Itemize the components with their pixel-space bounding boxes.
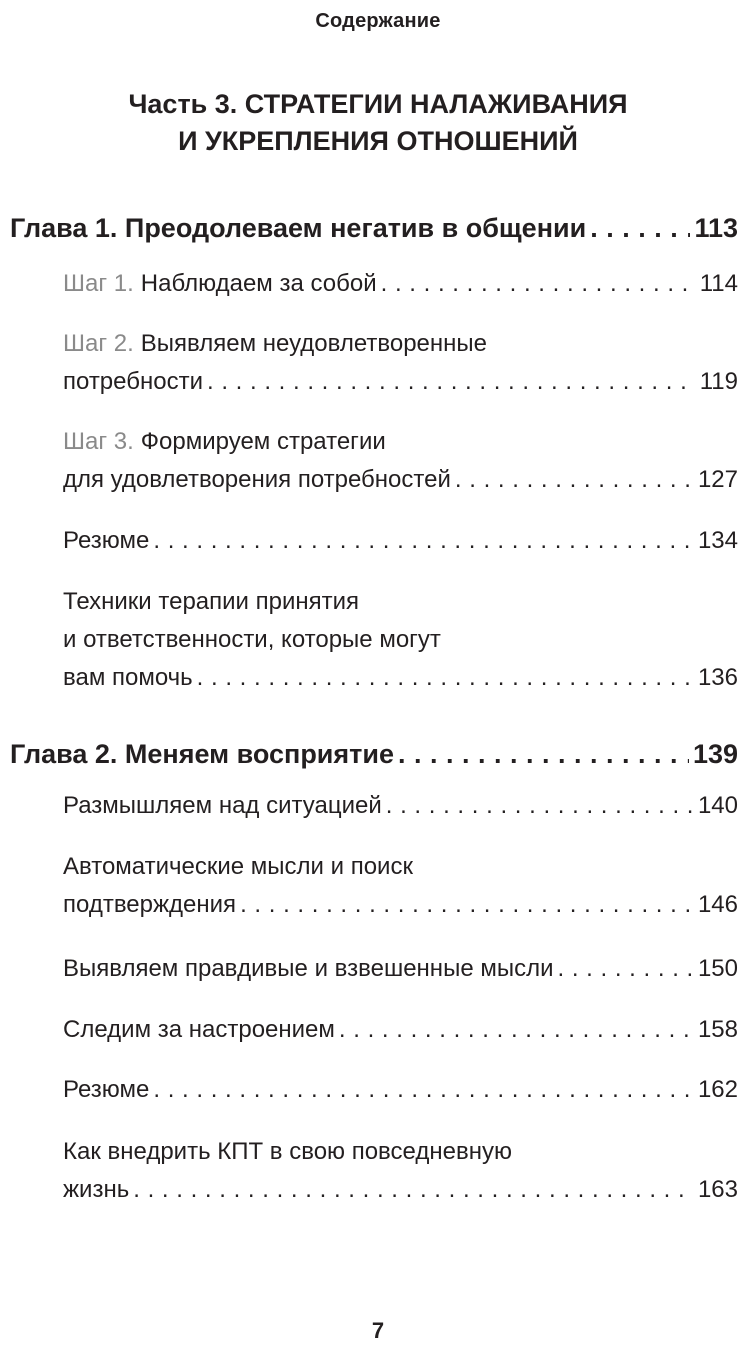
page-number: 162 bbox=[697, 1076, 738, 1103]
dot-leader bbox=[386, 787, 694, 825]
item-title: Выявляем неудовлетворенные bbox=[140, 330, 488, 357]
chapter-2-entry[interactable] bbox=[10, 736, 738, 772]
running-head: Содержание bbox=[315, 10, 441, 32]
step-prefix: Шаг 1. bbox=[63, 270, 134, 297]
toc-item[interactable] bbox=[63, 265, 738, 303]
dot-leader bbox=[133, 1171, 694, 1209]
toc-item[interactable] bbox=[63, 522, 738, 560]
toc-item[interactable] bbox=[63, 325, 738, 401]
page-number: 139 bbox=[692, 739, 738, 769]
page-number: 127 bbox=[697, 466, 738, 493]
toc-item[interactable] bbox=[63, 1011, 738, 1049]
item-title: Выявляем правдивые и взвешенные мысли bbox=[63, 955, 554, 982]
dot-leader bbox=[153, 522, 694, 560]
dot-leader bbox=[398, 736, 689, 772]
item-title: вам помочь bbox=[63, 664, 193, 691]
item-title: Техники терапии принятия bbox=[63, 588, 360, 615]
page-number: 134 bbox=[697, 527, 738, 554]
dot-leader bbox=[558, 950, 694, 988]
chapter-title: Глава 2. Меняем восприятие bbox=[10, 739, 394, 769]
part-title-line: Часть 3. СТРАТЕГИИ НАЛАЖИВАНИЯ bbox=[128, 89, 628, 119]
item-title: для удовлетворения потребностей bbox=[63, 466, 451, 493]
item-title: и ответственности, которые могут bbox=[63, 626, 441, 653]
part-title-line: И УКРЕПЛЕНИЯ ОТНОШЕНИЙ bbox=[178, 126, 578, 156]
page-number: 119 bbox=[699, 368, 738, 395]
toc-item[interactable] bbox=[63, 787, 738, 825]
toc-item[interactable] bbox=[63, 950, 738, 988]
dot-leader bbox=[197, 659, 694, 697]
page-number: 136 bbox=[697, 664, 738, 691]
item-title: Автоматические мысли и поиск bbox=[63, 853, 413, 880]
page-number: 114 bbox=[699, 270, 738, 297]
dot-leader bbox=[590, 210, 690, 246]
dot-leader bbox=[153, 1071, 694, 1109]
chapter-1-entry[interactable] bbox=[10, 210, 738, 246]
item-title: Размышляем над ситуацией bbox=[63, 792, 382, 819]
page-number: 113 bbox=[694, 213, 738, 243]
dot-leader bbox=[240, 886, 694, 924]
item-title: Наблюдаем за собой bbox=[140, 270, 377, 297]
item-title: Как внедрить КПТ в свою повседневную bbox=[63, 1138, 512, 1165]
toc-item[interactable] bbox=[63, 583, 738, 697]
page-number: 146 bbox=[697, 891, 738, 918]
part-title bbox=[0, 86, 756, 160]
toc-item[interactable] bbox=[63, 1133, 738, 1209]
item-title: Следим за настроением bbox=[63, 1016, 335, 1043]
page-folio: 7 bbox=[371, 1318, 385, 1343]
item-title: Резюме bbox=[63, 1076, 150, 1103]
step-prefix: Шаг 2. bbox=[63, 330, 134, 357]
page-number: 150 bbox=[697, 955, 738, 982]
item-title: Резюме bbox=[63, 527, 150, 554]
dot-leader bbox=[455, 461, 694, 499]
dot-leader bbox=[339, 1011, 694, 1049]
dot-leader bbox=[207, 363, 696, 401]
chapter-title: Глава 1. Преодолеваем негатив в общении bbox=[10, 213, 587, 243]
page-number: 158 bbox=[697, 1016, 738, 1043]
page-number: 163 bbox=[697, 1176, 738, 1203]
toc-item[interactable] bbox=[63, 423, 738, 499]
toc-item[interactable] bbox=[63, 1071, 738, 1109]
toc-item[interactable] bbox=[63, 848, 738, 924]
item-title: потребности bbox=[63, 368, 203, 395]
item-title: подтверждения bbox=[63, 891, 237, 918]
item-title: жизнь bbox=[63, 1176, 130, 1203]
dot-leader bbox=[381, 265, 696, 303]
item-title: Формируем стратегии bbox=[140, 428, 386, 455]
page-number: 140 bbox=[697, 792, 738, 819]
step-prefix: Шаг 3. bbox=[63, 428, 134, 455]
